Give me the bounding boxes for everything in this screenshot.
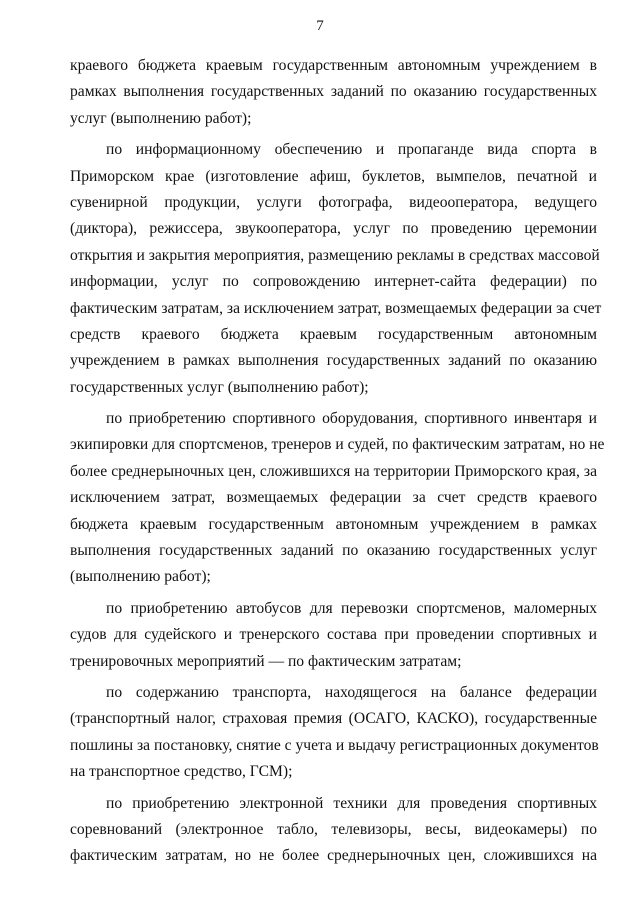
text-line: информации, услуг по сопровождению интернет-сайта федерации) по [70,273,597,291]
text-line: тренировочных мероприятий — по фактическим затратам; [70,652,462,670]
paragraph [70,53,597,132]
text-line: услуг (выполнению работ); [70,109,252,127]
text-line: по приобретению спортивного оборудования, спортивного инвентаря и [106,410,597,428]
text-line: (выполнению работ); [70,568,211,586]
paragraph [70,137,602,401]
paragraph [70,596,597,675]
text-line: по приобретению автобусов для перевозки спортсменов, маломерных [106,599,597,617]
text-line: фактическим затратам, за исключением затрат, возмещаемых федерации за счет [70,299,602,317]
text-line: выполнения государственных заданий по оказанию государственных услуг [70,542,597,560]
paragraph [70,680,597,786]
text-line: учреждением в рамках выполнения государственных заданий по оказанию [70,352,597,370]
document-body [70,53,605,870]
text-line: по приобретению электронной техники для проведения спортивных [106,794,597,812]
text-line: средств краевого бюджета краевым государственным автономным [70,325,597,343]
text-line: государственных услуг (выполнению работ); [70,378,369,396]
text-line: фактическим затратам, но не более среднерыночных цен, сложившихся на [70,847,597,865]
text-line: бюджета краевым государственным автономным учреждением в рамках [70,515,597,533]
text-line: (транспортный налог, страховая премия (ОСАГО, КАСКО), государственные [70,710,597,728]
text-line: судов для судейского и тренерского состава при проведении спортивных и [70,626,597,644]
text-line: экипировки для спортсменов, тренеров и судей, по фактическим затратам, но не [70,436,605,454]
text-line: на транспортное средство, ГСМ); [70,763,293,781]
text-line: соревнований (электронное табло, телевизоры, весы, видеокамеры) по [70,820,597,838]
text-line: по информационному обеспечению и пропаганде вида спорта в [106,141,597,159]
text-line: (диктора), режиссера, звукооператора, услуг по проведению церемонии [70,220,597,238]
text-line: более среднерыночных цен, сложившихся на территории Приморского края, за [70,462,597,480]
text-line: Приморском крае (изготовление афиш, буклетов, вымпелов, печатной и [70,167,597,185]
text-line: краевого бюджета краевым государственным автономным учреждением в [70,57,597,74]
text-line: открытия и закрытия мероприятия, размещению рекламы в средствах массовой [70,246,600,264]
page-number: 7 [316,18,324,34]
text-line: исключением затрат, возмещаемых федерации за счет средств краевого [70,489,597,507]
text-line: по содержанию транспорта, находящегося на балансе федерации [106,683,597,701]
paragraph [70,406,605,591]
text-line: сувенирной продукции, услуги фотографа, видеооператора, ведущего [70,193,597,211]
text-line: рамках выполнения государственных заданий по оказанию государственных [70,83,597,101]
paragraph [70,791,597,870]
text-line: пошлины за постановку, снятие с учета и выдачу регистрационных документов [70,736,599,754]
